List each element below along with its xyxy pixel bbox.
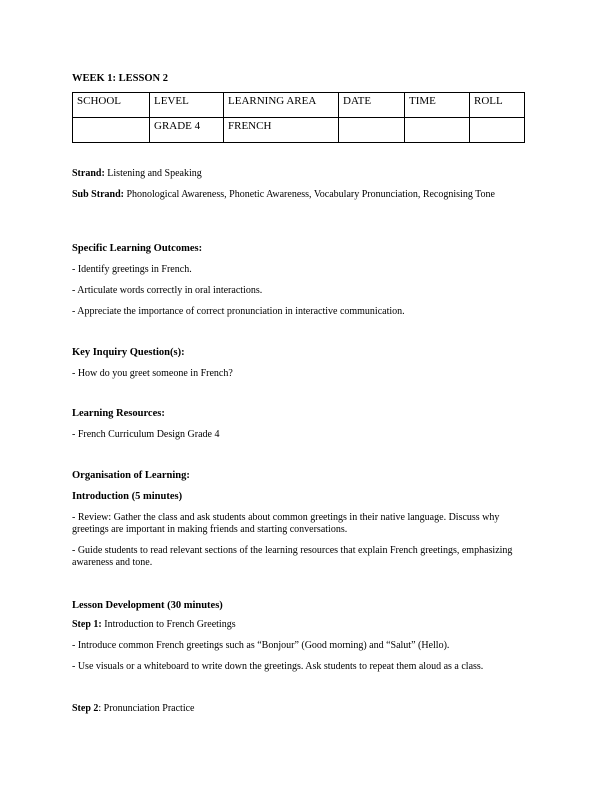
table-header-cell: ROLL <box>470 93 525 118</box>
resources-heading: Learning Resources: <box>72 408 165 419</box>
step-2-title: : Pronunciation Practice <box>98 703 195 714</box>
lesson-info-table <box>72 92 525 143</box>
table-row <box>73 118 525 143</box>
table-header-cell: DATE <box>339 93 405 118</box>
table-cell-date <box>339 118 405 143</box>
sub-strand-label: Sub Strand: <box>72 189 124 200</box>
step-1-item: - Introduce common French greetings such as “Bonjour” (Good morning) and “Salut” (Hello). <box>72 640 450 651</box>
step-1-label: Step 1: <box>72 619 102 630</box>
step-1-item: - Use visuals or a whiteboard to write down the greetings. Ask students to repeat them aloud as a class. <box>72 661 484 672</box>
outcomes-heading: Specific Learning Outcomes: <box>72 243 203 254</box>
outcome-item: - Identify greetings in French. <box>72 264 192 275</box>
table-header-cell: SCHOOL <box>73 93 150 118</box>
table-header-cell: TIME <box>405 93 470 118</box>
strand-line <box>72 168 532 180</box>
inquiry-heading: Key Inquiry Question(s): <box>72 347 185 358</box>
strand-value: Listening and Speaking <box>104 168 202 179</box>
table-header-cell: LEVEL <box>150 93 224 118</box>
introduction-item: - Review: Gather the class and ask students about common greetings in their native language. Discuss why greetings are important in making friends and starting conversations. <box>72 512 500 535</box>
introduction-heading: Introduction (5 minutes) <box>72 491 183 502</box>
inquiry-item: - How do you greet someone in French? <box>72 368 233 379</box>
sub-strand-line <box>72 189 532 201</box>
table-cell-time <box>405 118 470 143</box>
table-header-row <box>73 93 525 118</box>
lesson-development-heading: Lesson Development (30 minutes) <box>72 600 223 611</box>
table-header-cell: LEARNING AREA <box>224 93 339 118</box>
step-1-line <box>72 619 532 631</box>
introduction-item: - Guide students to read relevant sections of the learning resources that explain French greetings, emphasizing awareness and tone. <box>72 545 513 568</box>
step-2-line <box>72 703 532 715</box>
outcome-item: - Articulate words correctly in oral interactions. <box>72 285 263 296</box>
table-cell-school <box>73 118 150 143</box>
step-2-label: Step 2 <box>72 703 99 714</box>
table-cell-learning-area: FRENCH <box>224 118 339 143</box>
lesson-title: WEEK 1: LESSON 2 <box>72 73 168 84</box>
table-cell-level: GRADE 4 <box>150 118 224 143</box>
outcome-item: - Appreciate the importance of correct pronunciation in interactive communication. <box>72 306 405 317</box>
step-1-title: Introduction to French Greetings <box>101 619 236 630</box>
sub-strand-value: Phonological Awareness, Phonetic Awareness, Vocabulary Pronunciation, Recognising Tone <box>123 189 495 200</box>
organisation-heading: Organisation of Learning: <box>72 470 190 481</box>
strand-label: Strand: <box>72 168 105 179</box>
resource-item: - French Curriculum Design Grade 4 <box>72 429 220 440</box>
table-cell-roll <box>470 118 525 143</box>
